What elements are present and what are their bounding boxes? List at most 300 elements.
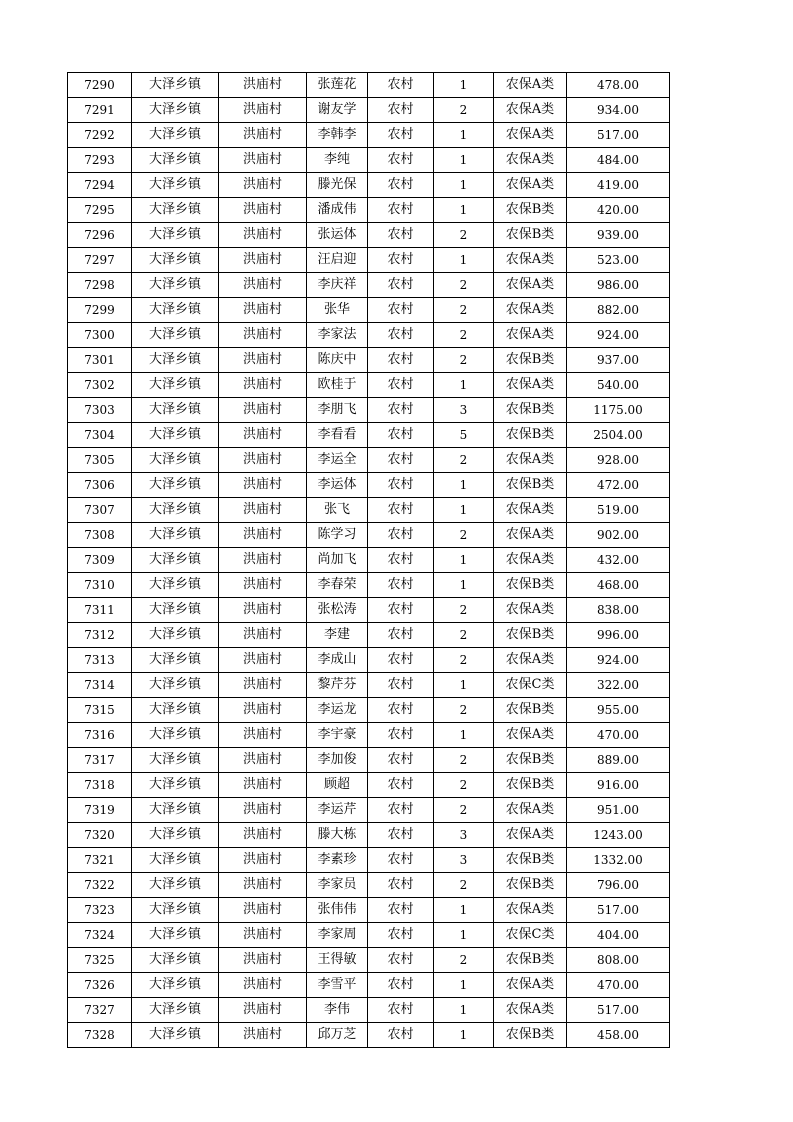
cell-insurance-category: 农保A类 xyxy=(494,498,567,523)
table-row xyxy=(68,473,670,498)
cell-insurance-category: 农保B类 xyxy=(494,398,567,423)
cell-insurance-category: 农保B类 xyxy=(494,748,567,773)
table-row xyxy=(68,623,670,648)
cell-area-type: 农村 xyxy=(368,398,434,423)
cell-person-name: 陈学习 xyxy=(307,523,368,548)
cell-person-name: 张运体 xyxy=(307,223,368,248)
cell-township: 大泽乡镇 xyxy=(132,223,219,248)
cell-township: 大泽乡镇 xyxy=(132,673,219,698)
table-row xyxy=(68,723,670,748)
cell-village: 洪庙村 xyxy=(219,648,307,673)
cell-person-name: 滕大栋 xyxy=(307,823,368,848)
cell-township: 大泽乡镇 xyxy=(132,448,219,473)
cell-amount: 939.00 xyxy=(567,223,670,248)
cell-village: 洪庙村 xyxy=(219,473,307,498)
cell-amount: 419.00 xyxy=(567,173,670,198)
cell-person-name: 潘成伟 xyxy=(307,198,368,223)
cell-household-count: 2 xyxy=(434,748,494,773)
cell-person-name: 张松涛 xyxy=(307,598,368,623)
cell-insurance-category: 农保A类 xyxy=(494,373,567,398)
cell-household-count: 2 xyxy=(434,273,494,298)
cell-village: 洪庙村 xyxy=(219,123,307,148)
cell-area-type: 农村 xyxy=(368,673,434,698)
table-row xyxy=(68,448,670,473)
cell-person-name: 滕光保 xyxy=(307,173,368,198)
cell-area-type: 农村 xyxy=(368,523,434,548)
cell-person-name: 尚加飞 xyxy=(307,548,368,573)
cell-record-number: 7322 xyxy=(68,873,132,898)
cell-person-name: 李庆祥 xyxy=(307,273,368,298)
cell-village: 洪庙村 xyxy=(219,973,307,998)
cell-record-number: 7315 xyxy=(68,698,132,723)
cell-amount: 838.00 xyxy=(567,598,670,623)
cell-insurance-category: 农保A类 xyxy=(494,273,567,298)
cell-insurance-category: 农保A类 xyxy=(494,523,567,548)
cell-village: 洪庙村 xyxy=(219,723,307,748)
cell-village: 洪庙村 xyxy=(219,673,307,698)
cell-township: 大泽乡镇 xyxy=(132,973,219,998)
cell-record-number: 7312 xyxy=(68,623,132,648)
cell-insurance-category: 农保A类 xyxy=(494,548,567,573)
cell-village: 洪庙村 xyxy=(219,898,307,923)
cell-household-count: 1 xyxy=(434,1023,494,1048)
cell-person-name: 李伟 xyxy=(307,998,368,1023)
cell-record-number: 7303 xyxy=(68,398,132,423)
cell-record-number: 7295 xyxy=(68,198,132,223)
cell-amount: 458.00 xyxy=(567,1023,670,1048)
cell-area-type: 农村 xyxy=(368,548,434,573)
cell-township: 大泽乡镇 xyxy=(132,248,219,273)
cell-insurance-category: 农保A类 xyxy=(494,648,567,673)
cell-township: 大泽乡镇 xyxy=(132,923,219,948)
cell-amount: 484.00 xyxy=(567,148,670,173)
cell-amount: 519.00 xyxy=(567,498,670,523)
cell-township: 大泽乡镇 xyxy=(132,523,219,548)
cell-insurance-category: 农保B类 xyxy=(494,573,567,598)
cell-record-number: 7319 xyxy=(68,798,132,823)
cell-person-name: 张莲花 xyxy=(307,73,368,98)
cell-amount: 937.00 xyxy=(567,348,670,373)
cell-area-type: 农村 xyxy=(368,373,434,398)
cell-person-name: 顾超 xyxy=(307,773,368,798)
cell-amount: 432.00 xyxy=(567,548,670,573)
cell-insurance-category: 农保A类 xyxy=(494,98,567,123)
table-row xyxy=(68,73,670,98)
table-row xyxy=(68,198,670,223)
cell-township: 大泽乡镇 xyxy=(132,623,219,648)
cell-person-name: 李纯 xyxy=(307,148,368,173)
cell-insurance-category: 农保A类 xyxy=(494,148,567,173)
table-row xyxy=(68,348,670,373)
cell-amount: 517.00 xyxy=(567,998,670,1023)
cell-area-type: 农村 xyxy=(368,823,434,848)
cell-township: 大泽乡镇 xyxy=(132,998,219,1023)
cell-amount: 517.00 xyxy=(567,123,670,148)
cell-township: 大泽乡镇 xyxy=(132,1023,219,1048)
cell-village: 洪庙村 xyxy=(219,273,307,298)
cell-record-number: 7291 xyxy=(68,98,132,123)
cell-village: 洪庙村 xyxy=(219,498,307,523)
cell-village: 洪庙村 xyxy=(219,573,307,598)
cell-household-count: 1 xyxy=(434,148,494,173)
cell-area-type: 农村 xyxy=(368,698,434,723)
cell-record-number: 7314 xyxy=(68,673,132,698)
cell-area-type: 农村 xyxy=(368,223,434,248)
table-row xyxy=(68,123,670,148)
cell-record-number: 7316 xyxy=(68,723,132,748)
cell-household-count: 2 xyxy=(434,98,494,123)
cell-insurance-category: 农保A类 xyxy=(494,798,567,823)
cell-township: 大泽乡镇 xyxy=(132,573,219,598)
cell-township: 大泽乡镇 xyxy=(132,423,219,448)
cell-person-name: 李家法 xyxy=(307,323,368,348)
cell-insurance-category: 农保A类 xyxy=(494,823,567,848)
cell-township: 大泽乡镇 xyxy=(132,748,219,773)
cell-person-name: 陈庆中 xyxy=(307,348,368,373)
cell-village: 洪庙村 xyxy=(219,873,307,898)
cell-amount: 902.00 xyxy=(567,523,670,548)
cell-insurance-category: 农保A类 xyxy=(494,973,567,998)
cell-area-type: 农村 xyxy=(368,173,434,198)
cell-township: 大泽乡镇 xyxy=(132,123,219,148)
cell-household-count: 1 xyxy=(434,173,494,198)
table-row xyxy=(68,973,670,998)
cell-record-number: 7292 xyxy=(68,123,132,148)
table-row xyxy=(68,798,670,823)
table-row xyxy=(68,948,670,973)
cell-amount: 1175.00 xyxy=(567,398,670,423)
cell-household-count: 1 xyxy=(434,498,494,523)
cell-insurance-category: 农保B类 xyxy=(494,848,567,873)
cell-amount: 517.00 xyxy=(567,898,670,923)
cell-township: 大泽乡镇 xyxy=(132,273,219,298)
cell-record-number: 7323 xyxy=(68,898,132,923)
cell-insurance-category: 农保B类 xyxy=(494,1023,567,1048)
cell-area-type: 农村 xyxy=(368,623,434,648)
cell-person-name: 李运体 xyxy=(307,473,368,498)
cell-record-number: 7324 xyxy=(68,923,132,948)
table-row xyxy=(68,648,670,673)
cell-township: 大泽乡镇 xyxy=(132,198,219,223)
cell-village: 洪庙村 xyxy=(219,823,307,848)
cell-village: 洪庙村 xyxy=(219,148,307,173)
cell-household-count: 2 xyxy=(434,798,494,823)
cell-insurance-category: 农保A类 xyxy=(494,248,567,273)
cell-village: 洪庙村 xyxy=(219,623,307,648)
cell-record-number: 7326 xyxy=(68,973,132,998)
cell-insurance-category: 农保A类 xyxy=(494,298,567,323)
cell-area-type: 农村 xyxy=(368,573,434,598)
cell-township: 大泽乡镇 xyxy=(132,398,219,423)
cell-household-count: 2 xyxy=(434,948,494,973)
cell-amount: 924.00 xyxy=(567,323,670,348)
cell-household-count: 2 xyxy=(434,448,494,473)
cell-village: 洪庙村 xyxy=(219,448,307,473)
cell-record-number: 7301 xyxy=(68,348,132,373)
cell-area-type: 农村 xyxy=(368,248,434,273)
cell-village: 洪庙村 xyxy=(219,98,307,123)
cell-area-type: 农村 xyxy=(368,948,434,973)
cell-township: 大泽乡镇 xyxy=(132,323,219,348)
cell-area-type: 农村 xyxy=(368,448,434,473)
table-row xyxy=(68,298,670,323)
cell-household-count: 2 xyxy=(434,598,494,623)
cell-record-number: 7309 xyxy=(68,548,132,573)
cell-township: 大泽乡镇 xyxy=(132,723,219,748)
cell-township: 大泽乡镇 xyxy=(132,648,219,673)
cell-amount: 404.00 xyxy=(567,923,670,948)
cell-insurance-category: 农保B类 xyxy=(494,773,567,798)
cell-person-name: 李家员 xyxy=(307,873,368,898)
cell-amount: 986.00 xyxy=(567,273,670,298)
table-row xyxy=(68,248,670,273)
cell-household-count: 1 xyxy=(434,998,494,1023)
cell-record-number: 7320 xyxy=(68,823,132,848)
cell-area-type: 农村 xyxy=(368,648,434,673)
cell-household-count: 2 xyxy=(434,648,494,673)
cell-household-count: 2 xyxy=(434,623,494,648)
cell-record-number: 7304 xyxy=(68,423,132,448)
cell-village: 洪庙村 xyxy=(219,998,307,1023)
cell-person-name: 李韩李 xyxy=(307,123,368,148)
cell-amount: 808.00 xyxy=(567,948,670,973)
cell-person-name: 李运全 xyxy=(307,448,368,473)
cell-village: 洪庙村 xyxy=(219,73,307,98)
table-row xyxy=(68,223,670,248)
cell-area-type: 农村 xyxy=(368,498,434,523)
cell-person-name: 汪启迎 xyxy=(307,248,368,273)
cell-area-type: 农村 xyxy=(368,148,434,173)
cell-township: 大泽乡镇 xyxy=(132,873,219,898)
cell-record-number: 7311 xyxy=(68,598,132,623)
cell-record-number: 7325 xyxy=(68,948,132,973)
cell-record-number: 7307 xyxy=(68,498,132,523)
cell-area-type: 农村 xyxy=(368,998,434,1023)
cell-household-count: 1 xyxy=(434,248,494,273)
cell-record-number: 7305 xyxy=(68,448,132,473)
cell-household-count: 1 xyxy=(434,198,494,223)
data-table xyxy=(67,72,670,1048)
cell-amount: 928.00 xyxy=(567,448,670,473)
cell-person-name: 李成山 xyxy=(307,648,368,673)
cell-amount: 472.00 xyxy=(567,473,670,498)
cell-area-type: 农村 xyxy=(368,273,434,298)
cell-township: 大泽乡镇 xyxy=(132,473,219,498)
cell-person-name: 黎芹芬 xyxy=(307,673,368,698)
cell-township: 大泽乡镇 xyxy=(132,823,219,848)
table-row xyxy=(68,323,670,348)
cell-amount: 470.00 xyxy=(567,973,670,998)
cell-village: 洪庙村 xyxy=(219,298,307,323)
cell-township: 大泽乡镇 xyxy=(132,598,219,623)
cell-record-number: 7310 xyxy=(68,573,132,598)
table-row xyxy=(68,823,670,848)
cell-insurance-category: 农保B类 xyxy=(494,698,567,723)
cell-area-type: 农村 xyxy=(368,423,434,448)
cell-township: 大泽乡镇 xyxy=(132,348,219,373)
cell-village: 洪庙村 xyxy=(219,598,307,623)
cell-household-count: 1 xyxy=(434,898,494,923)
table-row xyxy=(68,173,670,198)
cell-insurance-category: 农保A类 xyxy=(494,323,567,348)
cell-record-number: 7328 xyxy=(68,1023,132,1048)
cell-household-count: 3 xyxy=(434,848,494,873)
table-row xyxy=(68,498,670,523)
cell-person-name: 张伟伟 xyxy=(307,898,368,923)
cell-township: 大泽乡镇 xyxy=(132,373,219,398)
cell-person-name: 邱万芝 xyxy=(307,1023,368,1048)
cell-person-name: 李宇豪 xyxy=(307,723,368,748)
cell-amount: 420.00 xyxy=(567,198,670,223)
cell-amount: 924.00 xyxy=(567,648,670,673)
cell-household-count: 2 xyxy=(434,223,494,248)
cell-township: 大泽乡镇 xyxy=(132,98,219,123)
cell-area-type: 农村 xyxy=(368,348,434,373)
cell-household-count: 2 xyxy=(434,298,494,323)
cell-person-name: 王得敏 xyxy=(307,948,368,973)
cell-township: 大泽乡镇 xyxy=(132,698,219,723)
cell-township: 大泽乡镇 xyxy=(132,548,219,573)
cell-township: 大泽乡镇 xyxy=(132,898,219,923)
table-row xyxy=(68,773,670,798)
cell-record-number: 7306 xyxy=(68,473,132,498)
cell-village: 洪庙村 xyxy=(219,1023,307,1048)
cell-household-count: 1 xyxy=(434,973,494,998)
cell-village: 洪庙村 xyxy=(219,923,307,948)
cell-household-count: 2 xyxy=(434,323,494,348)
cell-area-type: 农村 xyxy=(368,873,434,898)
cell-record-number: 7300 xyxy=(68,323,132,348)
cell-township: 大泽乡镇 xyxy=(132,498,219,523)
cell-household-count: 1 xyxy=(434,548,494,573)
cell-household-count: 2 xyxy=(434,698,494,723)
cell-village: 洪庙村 xyxy=(219,323,307,348)
cell-person-name: 张飞 xyxy=(307,498,368,523)
table-row xyxy=(68,398,670,423)
cell-insurance-category: 农保A类 xyxy=(494,73,567,98)
table-row xyxy=(68,923,670,948)
cell-area-type: 农村 xyxy=(368,1023,434,1048)
cell-insurance-category: 农保B类 xyxy=(494,948,567,973)
cell-record-number: 7293 xyxy=(68,148,132,173)
cell-village: 洪庙村 xyxy=(219,948,307,973)
cell-household-count: 1 xyxy=(434,73,494,98)
cell-amount: 540.00 xyxy=(567,373,670,398)
cell-area-type: 农村 xyxy=(368,598,434,623)
cell-person-name: 李素珍 xyxy=(307,848,368,873)
cell-township: 大泽乡镇 xyxy=(132,798,219,823)
table-row xyxy=(68,673,670,698)
cell-amount: 322.00 xyxy=(567,673,670,698)
cell-area-type: 农村 xyxy=(368,898,434,923)
cell-insurance-category: 农保C类 xyxy=(494,673,567,698)
cell-record-number: 7299 xyxy=(68,298,132,323)
cell-person-name: 李看看 xyxy=(307,423,368,448)
cell-record-number: 7308 xyxy=(68,523,132,548)
cell-area-type: 农村 xyxy=(368,923,434,948)
cell-household-count: 2 xyxy=(434,523,494,548)
table-row xyxy=(68,573,670,598)
cell-amount: 478.00 xyxy=(567,73,670,98)
cell-village: 洪庙村 xyxy=(219,748,307,773)
cell-household-count: 1 xyxy=(434,923,494,948)
cell-area-type: 农村 xyxy=(368,773,434,798)
table-row xyxy=(68,548,670,573)
cell-amount: 468.00 xyxy=(567,573,670,598)
cell-village: 洪庙村 xyxy=(219,773,307,798)
cell-amount: 955.00 xyxy=(567,698,670,723)
cell-record-number: 7318 xyxy=(68,773,132,798)
cell-village: 洪庙村 xyxy=(219,848,307,873)
table-row xyxy=(68,423,670,448)
table-row xyxy=(68,1023,670,1048)
cell-record-number: 7290 xyxy=(68,73,132,98)
cell-village: 洪庙村 xyxy=(219,698,307,723)
cell-record-number: 7317 xyxy=(68,748,132,773)
cell-area-type: 农村 xyxy=(368,473,434,498)
cell-household-count: 1 xyxy=(434,473,494,498)
table-row xyxy=(68,873,670,898)
cell-insurance-category: 农保B类 xyxy=(494,623,567,648)
table-row xyxy=(68,273,670,298)
cell-village: 洪庙村 xyxy=(219,548,307,573)
cell-record-number: 7321 xyxy=(68,848,132,873)
cell-township: 大泽乡镇 xyxy=(132,73,219,98)
cell-area-type: 农村 xyxy=(368,723,434,748)
cell-insurance-category: 农保A类 xyxy=(494,998,567,1023)
cell-area-type: 农村 xyxy=(368,98,434,123)
cell-insurance-category: 农保A类 xyxy=(494,598,567,623)
cell-insurance-category: 农保B类 xyxy=(494,198,567,223)
cell-amount: 1243.00 xyxy=(567,823,670,848)
cell-insurance-category: 农保B类 xyxy=(494,873,567,898)
cell-village: 洪庙村 xyxy=(219,373,307,398)
cell-household-count: 2 xyxy=(434,348,494,373)
cell-insurance-category: 农保B类 xyxy=(494,223,567,248)
table-row xyxy=(68,998,670,1023)
table-row xyxy=(68,848,670,873)
cell-area-type: 农村 xyxy=(368,848,434,873)
cell-village: 洪庙村 xyxy=(219,173,307,198)
table-body xyxy=(68,73,670,1048)
table-row xyxy=(68,373,670,398)
cell-amount: 916.00 xyxy=(567,773,670,798)
cell-amount: 882.00 xyxy=(567,298,670,323)
cell-household-count: 2 xyxy=(434,773,494,798)
cell-area-type: 农村 xyxy=(368,73,434,98)
cell-insurance-category: 农保B类 xyxy=(494,348,567,373)
cell-area-type: 农村 xyxy=(368,973,434,998)
cell-household-count: 3 xyxy=(434,398,494,423)
cell-person-name: 李朋飞 xyxy=(307,398,368,423)
cell-household-count: 2 xyxy=(434,873,494,898)
cell-person-name: 李春荣 xyxy=(307,573,368,598)
cell-household-count: 1 xyxy=(434,673,494,698)
table-row xyxy=(68,698,670,723)
cell-person-name: 李建 xyxy=(307,623,368,648)
cell-insurance-category: 农保A类 xyxy=(494,448,567,473)
cell-amount: 523.00 xyxy=(567,248,670,273)
cell-amount: 934.00 xyxy=(567,98,670,123)
cell-record-number: 7327 xyxy=(68,998,132,1023)
cell-village: 洪庙村 xyxy=(219,198,307,223)
cell-record-number: 7302 xyxy=(68,373,132,398)
cell-amount: 996.00 xyxy=(567,623,670,648)
cell-person-name: 张华 xyxy=(307,298,368,323)
cell-area-type: 农村 xyxy=(368,123,434,148)
cell-area-type: 农村 xyxy=(368,298,434,323)
cell-township: 大泽乡镇 xyxy=(132,948,219,973)
